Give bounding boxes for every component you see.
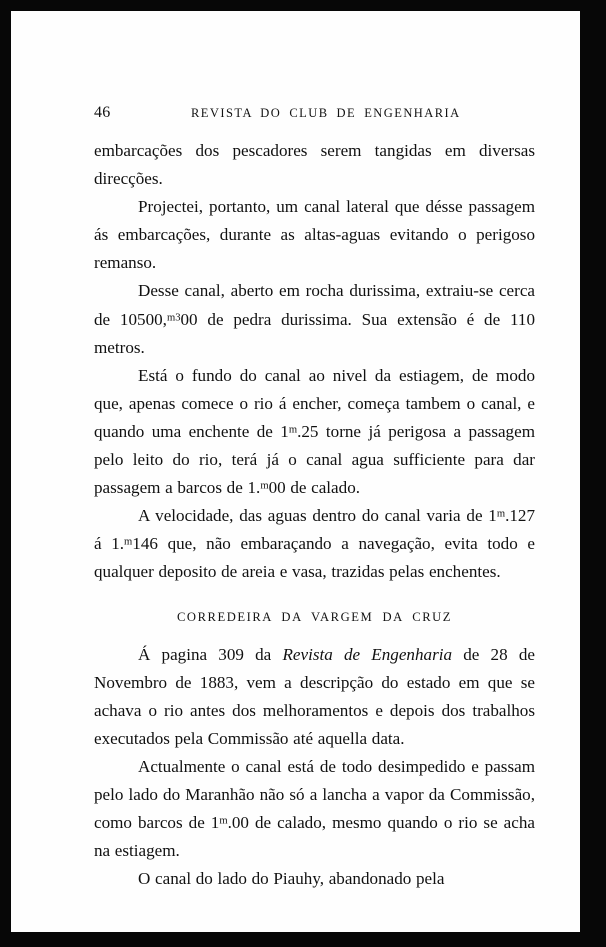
paragraph xyxy=(94,753,535,865)
running-head xyxy=(94,104,534,124)
paragraph-text: .00 de calado, mesmo quando o rio se acha na estiagem. xyxy=(94,813,535,861)
paragraph-text: embarcações dos pescadores serem tangidas em diversas direcções. xyxy=(94,141,535,189)
paragraph-text: O canal do lado do Piauhy, abandonado pela xyxy=(138,869,445,889)
page-sheet xyxy=(11,11,580,932)
paragraph xyxy=(94,277,535,361)
unit-superscript: m xyxy=(288,424,298,436)
paragraph xyxy=(94,502,535,586)
paragraph xyxy=(94,362,535,502)
cited-work-title: Revista de Engenharia xyxy=(282,644,453,664)
journal-title: REVISTA DO CLUB DE ENGENHARIA xyxy=(191,106,461,120)
paragraph-text: Actualmente o canal está de todo desimpedido e passam pelo lado do Maranhão não só a lancha a vapor da Commissão, como barcos de 1 xyxy=(94,756,535,833)
paragraph-text: Está o fundo do canal ao nivel da estiagem, de modo que, apenas comece o rio á encher, começa tambem o canal, e quando uma enchente de 1 xyxy=(94,365,535,441)
paragraph-text: Á pagina 309 da xyxy=(138,644,283,664)
paragraph-text: A velocidade, das aguas dentro do canal varia de 1 xyxy=(138,506,497,526)
paragraph-text: 00 de calado. xyxy=(268,478,361,498)
paragraph-text: de 28 de Novembro de 1883, vem a descripção do estado em que se achava o rio antes dos melhoramentos e depois dos trabalhos executados pela Commissão até aquella data. xyxy=(94,644,535,748)
paragraph-text: 146 que, não embaraçando a navegação, evita todo e qualquer deposito de areia e vasa, trazidas pelas enchentes. xyxy=(94,534,535,582)
paragraph xyxy=(94,641,535,753)
paragraph-text: Desse canal, aberto em rocha durissima, extraiu-se cerca de 10500, xyxy=(94,281,535,329)
unit-superscript: m xyxy=(496,508,506,520)
unit-superscript: m xyxy=(124,536,133,548)
paragraph xyxy=(94,137,535,193)
paragraph xyxy=(94,865,535,893)
paragraph-text: 00 de pedra durissima. Sua extensão é de 110 metros. xyxy=(94,309,535,357)
paragraph-text: Projectei, portanto, um canal lateral que désse passagem ás embarcações, durante as altas-aguas evitando o perigoso remanso. xyxy=(94,197,535,273)
unit-superscript: m xyxy=(219,815,228,827)
page-number: 46 xyxy=(94,104,111,121)
paragraph-text: .25 torne já perigosa a passagem pelo leito do rio, terá já o canal agua sufficiente para dar passagem a barcos de 1. xyxy=(94,421,535,498)
paragraph xyxy=(94,193,535,277)
paragraph-text: .127 á 1. xyxy=(94,506,535,554)
text-column xyxy=(94,137,535,893)
unit-superscript: m3 xyxy=(166,311,181,323)
section-heading: CORREDEIRA DA VARGEM DA CRUZ xyxy=(176,609,453,624)
unit-superscript: m xyxy=(260,480,269,492)
